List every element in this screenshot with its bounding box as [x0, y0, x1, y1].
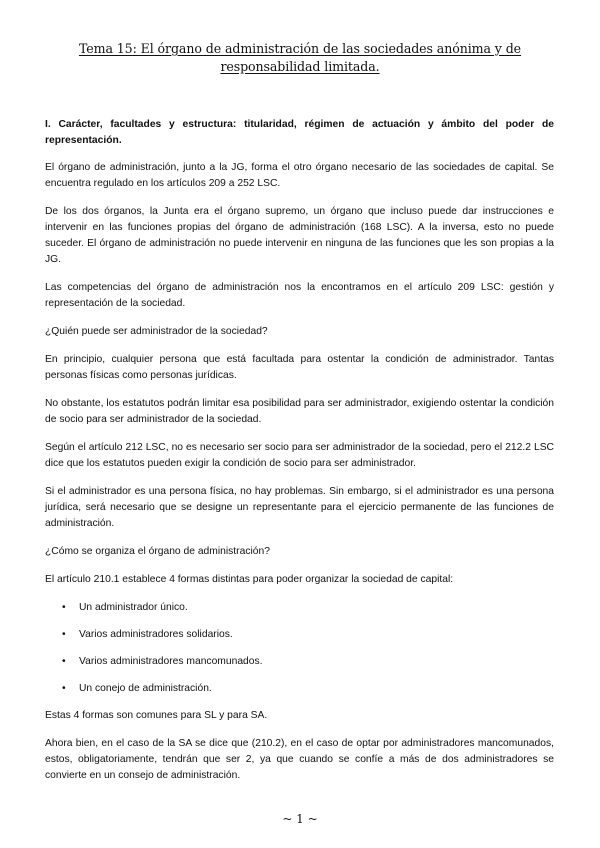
question-2: ¿Cómo se organiza el órgano de administración? [45, 546, 270, 557]
bullet-icon: • [62, 629, 66, 640]
list-item [45, 627, 554, 643]
paragraph-1: El órgano de administración, junto a la JG, forma el otro órgano necesario de las sociedades de capital. Se encuentra regulado en los artículos 209 a 252 LSC. [45, 162, 554, 189]
paragraph-6: Según el artículo 212 LSC, no es necesario ser socio para ser administrador de la sociedad, pero el 212.2 LSC dice que los estatutos pueden exigir la condición de socio para ser administrador. [45, 442, 554, 469]
paragraph-4: En principio, cualquier persona que está facultada para ostentar la condición de administrador. Tantas personas físicas como personas jurídicas. [45, 354, 554, 381]
paragraph-9: Estas 4 formas son comunes para SL y para SA. [45, 710, 268, 721]
question-1: ¿Quién puede ser administrador de la sociedad? [45, 326, 268, 337]
list-item [45, 654, 554, 670]
forms-list [45, 600, 554, 697]
bullet-icon: • [62, 602, 66, 613]
paragraph-3: Las competencias del órgano de administración nos la encontramos en el artículo 209 LSC: gestión y representación de la sociedad. [45, 282, 554, 309]
paragraph-10: Ahora bien, en el caso de la SA se dice que (210.2), en el caso de optar por administradores mancomunados, estos, obligatoriamente, tendrán que ser 2, ya que cuando se confíe a más de dos administradores se convierte en un consejo de administración. [45, 738, 554, 781]
document-body [45, 117, 554, 796]
paragraph-5: No obstante, los estatutos podrán limitar esa posibilidad para ser administrador, exigiendo ostentar la condición de socio para ser administrador de la sociedad. [45, 398, 554, 425]
list-item [45, 600, 554, 616]
bullet-icon: • [62, 656, 66, 667]
section-heading: I. Carácter, facultades y estructura: titularidad, régimen de actuación y ámbito del poder de representación. [45, 119, 554, 146]
page-title: Tema 15: El órgano de administración de las sociedades anónima y de responsabilidad limitada. [78, 41, 522, 74]
list-item-text: Varios administradores mancomunados. [79, 656, 263, 667]
bullet-icon: • [62, 683, 66, 694]
page-number: ~ 1 ~ [282, 812, 318, 826]
list-item-text: Varios administradores solidarios. [79, 629, 233, 640]
list-item [45, 681, 554, 697]
paragraph-8: El artículo 210.1 establece 4 formas distintas para poder organizar la sociedad de capital: [45, 574, 454, 585]
paragraph-2: De los dos órganos, la Junta era el órgano supremo, un órgano que incluso puede dar instrucciones e intervenir en las funciones propias del órgano de administración (168 LSC). A la inversa, esto no puede suceder. El órgano de administración no puede intervenir en ninguna de las funciones que les son propias a la JG. [45, 206, 554, 265]
paragraph-7: Si el administrador es una persona física, no hay problemas. Sin embargo, si el administrador es una persona jurídica, será necesario que se designe un representante para el ejercicio permanente de las funciones de administración. [45, 486, 554, 529]
list-item-text: Un conejo de administración. [79, 683, 212, 694]
list-item-text: Un administrador único. [79, 602, 188, 613]
